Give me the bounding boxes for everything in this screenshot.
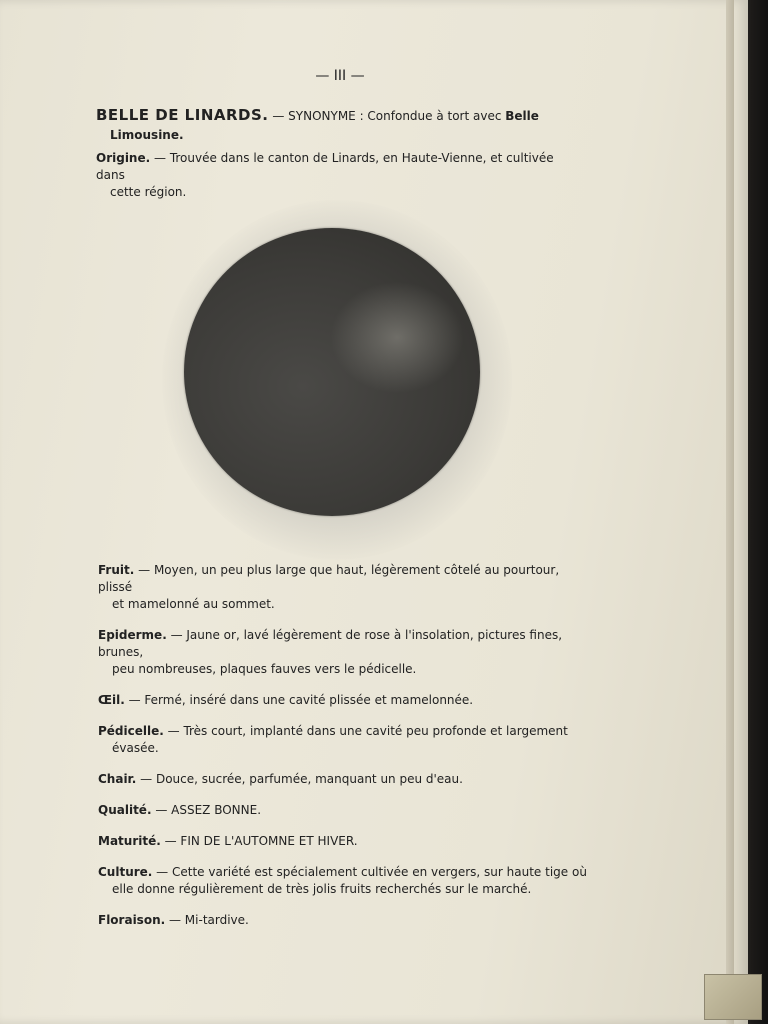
entry-text: — Jaune or, lavé légèrement de rose à l'insolation, pictures fines, brunes, xyxy=(98,628,563,659)
entry-label: Qualité. xyxy=(98,803,152,817)
entry-text-continued: peu nombreuses, plaques fauves vers le pédicelle. xyxy=(112,662,417,676)
synonym-label: SYNONYME : xyxy=(288,109,364,123)
entry-epiderme xyxy=(98,627,590,678)
synonym-text: Confondue à tort avec xyxy=(363,109,506,123)
entry-chair xyxy=(98,771,590,788)
origin-label: Origine. xyxy=(96,151,151,165)
entry-label: Chair. xyxy=(98,772,137,786)
origin-text-1: — Trouvée dans le canton de Linards, en Haute-Vienne, et cultivée dans xyxy=(96,151,554,182)
entry-text-continued: évasée. xyxy=(112,741,159,755)
heading-dash: — xyxy=(268,109,289,123)
entry-text-continued: elle donne régulièrement de très jolis fruits recherchés sur le marché. xyxy=(112,882,532,896)
entry-text: — Moyen, un peu plus large que haut, légèrement côtelé au pourtour, plissé xyxy=(98,563,560,594)
entry-text: — Cette variété est spécialement cultivée en vergers, sur haute tige où xyxy=(152,865,587,879)
entry-qualite xyxy=(98,802,590,819)
entry-label: Pédicelle. xyxy=(98,724,164,738)
apple-photograph xyxy=(184,228,480,516)
entry-label: Floraison. xyxy=(98,913,166,927)
entry-text: — FIN DE L'AUTOMNE ET HIVER. xyxy=(160,834,358,848)
entry-text-continued: et mamelonné au sommet. xyxy=(112,597,275,611)
origin-text-2: cette région. xyxy=(110,185,187,199)
description-list xyxy=(98,562,590,943)
entry-text: — ASSEZ BONNE. xyxy=(151,803,262,817)
entry-maturite xyxy=(98,833,590,850)
entry-text: — Douce, sucrée, parfumée, manquant un peu d'eau. xyxy=(136,772,463,786)
synonym-name-2: Limousine. xyxy=(110,128,184,142)
entry-text: — Très court, implanté dans une cavité peu profonde et largement xyxy=(163,724,568,738)
entry-text: — Fermé, inséré dans une cavité plissée et mamelonnée. xyxy=(124,693,474,707)
entry-label: Maturité. xyxy=(98,834,161,848)
synonym-name-1: Belle xyxy=(505,109,539,123)
variety-heading xyxy=(96,106,596,145)
origin-paragraph xyxy=(96,150,586,201)
entry-oeil xyxy=(98,692,590,709)
entry-label: Epiderme. xyxy=(98,628,167,642)
entry-floraison xyxy=(98,912,590,929)
page-number: — III — xyxy=(315,68,365,84)
entry-text: — Mi-tardive. xyxy=(165,913,249,927)
entry-culture xyxy=(98,864,590,898)
variety-title: BELLE DE LINARDS. xyxy=(96,106,269,124)
page-stack-edge xyxy=(726,0,734,1024)
entry-pedicelle xyxy=(98,723,590,757)
entry-label: Fruit. xyxy=(98,563,135,577)
entry-label: Œil. xyxy=(98,693,125,707)
entry-fruit xyxy=(98,562,590,613)
thumbnail-image[interactable] xyxy=(704,974,762,1020)
entry-label: Culture. xyxy=(98,865,153,879)
